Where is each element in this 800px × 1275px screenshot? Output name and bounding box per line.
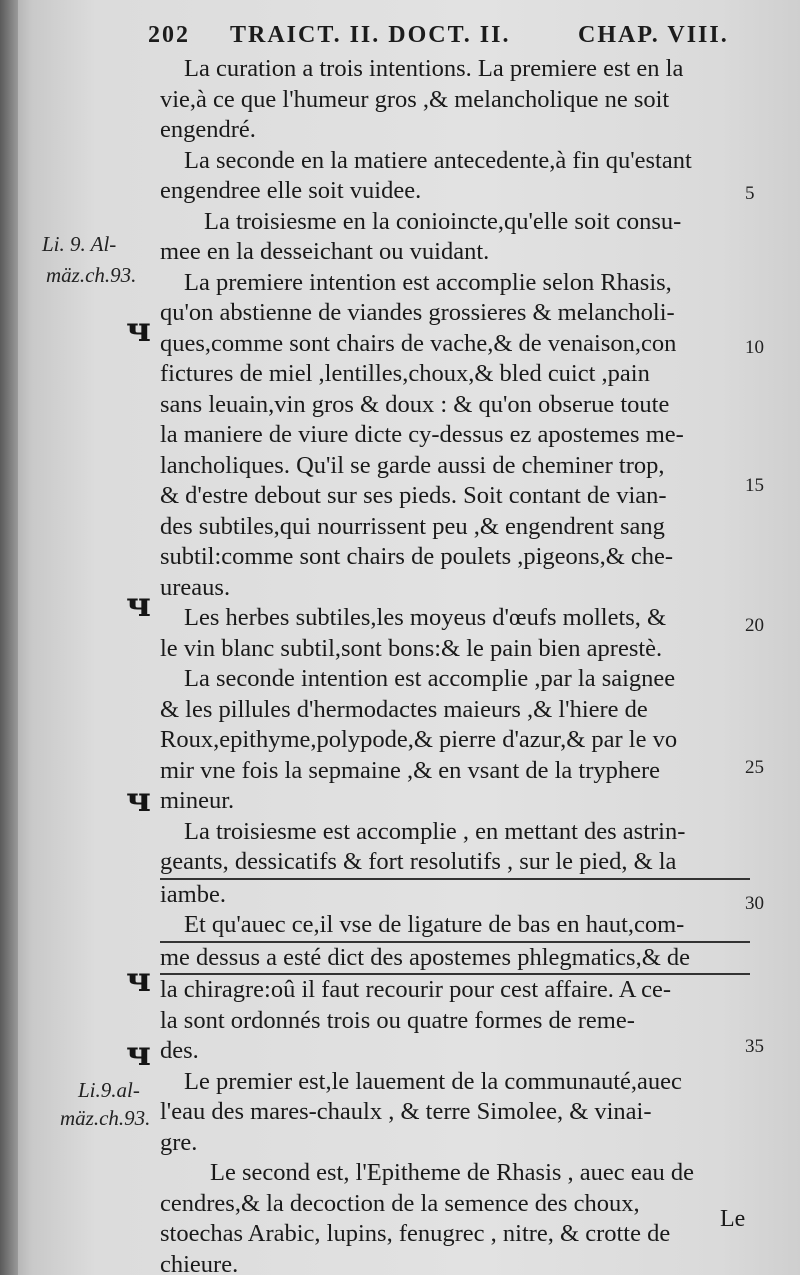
text-line-underlined: me dessus a esté dict des apostemes phlegmatics,& de [160,943,750,976]
line-number: 5 [745,183,755,204]
line-number: 30 [745,893,764,914]
text-line: La troisiesme est accomplie , en mettant des astrin- [184,817,686,845]
text-line: gre. [160,1128,198,1156]
text-line: des. [160,1037,199,1064]
page-gutter-shadow [0,0,18,1275]
page-number: 202 [148,22,190,48]
text-line: mir vne fois la sepmaine ,& en vsant de la tryphere [160,756,661,784]
text-line: La troisiesme en la conioincte,qu'elle soit consu- [204,207,682,235]
text-line: des subtiles,qui nourrissent peu ,& engendrent sang [160,512,665,540]
line-number: 35 [745,1036,764,1057]
text-line: chieure. [160,1250,239,1275]
text-line: Le premier est,le lauement de la communauté,auec [184,1067,682,1095]
text-line: la chiragre:oû il faut recourir pour cest affaire. A ce- [160,976,672,1003]
line-number: 15 [745,475,764,496]
margin-note: Li. 9. Al- [42,232,117,256]
text-line: iambe. [160,880,226,908]
line-number: 20 [745,615,764,636]
handwritten-mark: ч [126,780,151,820]
text-line: la sont ordonnés trois ou quatre formes de reme- [160,1006,635,1034]
text-line: La seconde intention est accomplie ,par la saignee [184,665,676,692]
running-header [148,22,729,56]
text-line: mineur. [160,787,235,814]
handwritten-mark: ч [126,310,151,350]
text-line: mee en la desseichant ou vuidant. [160,238,490,265]
text-line: ureaus. [160,573,231,601]
text-line: Le second est, l'Epitheme de Rhasis , auec eau de [210,1159,695,1186]
text-line: La premiere intention est accomplie selon Rhasis, [184,268,672,296]
text-line: La seconde en la matiere antecedente,à fin qu'estant [184,146,692,174]
text-line: lancholiques. Qu'il se garde aussi de cheminer trop, [160,451,665,479]
text-line: fictures de miel ,lentilles,choux,& bled cuict ,pain [160,360,650,387]
line-number: 10 [745,337,764,358]
text-line: qu'on abstienne de viandes grossieres & melancholi- [160,299,675,326]
text-line-underlined: Et qu'auec ce,il vse de ligature de bas en haut,com- [160,910,750,943]
text-line: ques,comme sont chairs de vache,& de venaison,con [160,329,677,357]
text-line: & les pillules d'hermodactes maieurs ,& l'hiere de [160,695,648,723]
handwritten-mark: ч [126,1034,151,1074]
margin-note: mäz.ch.93. [46,263,137,287]
text-line: cendres,& la decoction de la semence des choux, [160,1189,640,1217]
chapter-label: CHAP. VIII. [578,22,729,48]
text-line: subtil:comme sont chairs de poulets ,pigeons,& che- [160,543,674,570]
text-line: la maniere de viure dicte cy-dessus ez apostemes me- [160,421,684,448]
handwritten-mark: ч [126,585,151,625]
text-line: & d'estre debout sur ses pieds. Soit contant de vian- [160,482,667,509]
main-text-block [160,54,750,1275]
text-line: sans leuain,vin gros & doux : & qu'on obserue toute [160,390,670,418]
text-line: Les herbes subtiles,les moyeus d'œufs mollets, & [184,604,667,631]
text-line: La curation a trois intentions. La premiere est en la [184,55,684,82]
text-line: engendree elle soit vuidee. [160,177,422,204]
text-line: le vin blanc subtil,sont bons:& le pain bien aprestè. [160,634,663,662]
text-line: vie,à ce que l'humeur gros ,& melancholique ne soit [160,85,670,113]
text-line: engendré. [160,116,256,143]
running-title: TRAICT. II. DOCT. II. [230,22,511,48]
text-line: stoechas Arabic, lupins, fenugrec , nitre, & crotte de [160,1220,671,1247]
text-line-underlined: geants, dessicatifs & fort resolutifs , sur le pied, & la [160,847,750,880]
margin-note: mäz.ch.93. [60,1106,151,1130]
catchword: Le [720,1206,746,1232]
text-line: Roux,epithyme,polypode,& pierre d'azur,& par le vo [160,726,678,753]
line-number: 25 [745,757,764,778]
handwritten-mark: ч [126,960,151,1000]
margin-note: Li.9.al- [78,1078,140,1102]
text-line: l'eau des mares-chaulx , & terre Simolee, & vinai- [160,1098,652,1125]
